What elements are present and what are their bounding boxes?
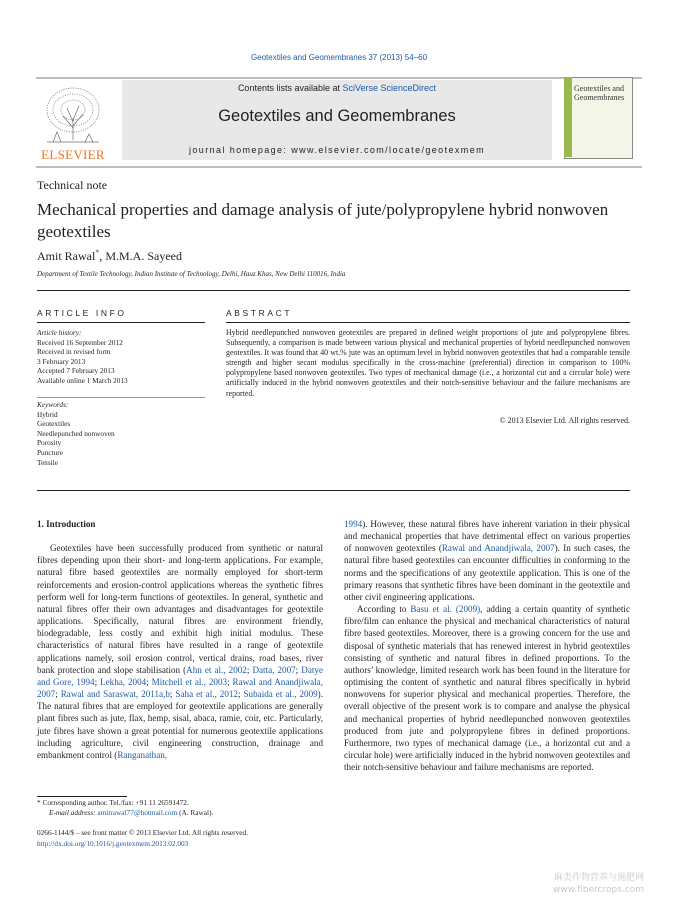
reference-link[interactable]: Ranganathan, (117, 749, 168, 760)
paragraph-text: ; (55, 689, 61, 700)
left-paragraphs (37, 542, 323, 761)
cover-stripe (564, 77, 572, 157)
paragraph-text: ; (146, 676, 152, 687)
author-list (37, 248, 182, 264)
journal-homepage[interactable]: journal homepage: www.elsevier.com/locate/geotexmem (188, 145, 485, 155)
paragraph-text: ; (237, 689, 244, 700)
reference-link[interactable]: Datye and Gore, 1994 (37, 664, 323, 687)
sciencedirect-link[interactable]: SciVerse ScienceDirect (342, 83, 437, 93)
divider (37, 322, 205, 323)
keyword: Puncture (37, 447, 63, 457)
paragraph-text: ). In such cases, the natural fibre based geotextiles can encounter difficulties in conforming to the norms and the specifications of any geotextile application. This is one of the primary reasons that synthetic fibres have been dominant in the geotextile and other civil engineering applications. (344, 543, 630, 602)
elsevier-wordmark: ELSEVIER (41, 147, 105, 162)
keyword: Hybrid (37, 409, 58, 419)
abstract-text: Hybrid needlepunched nonwoven geotextiles are prepared in defined weight proportions of jute and polypropylene fibres. Subsequently, a comparison is made between various physical and mechanical properties of hybrid needlepunched nonwoven geotextiles. It was found that 40 wt.% jute was an optimum level in hybrid nonwoven geotextiles that had a comparable tensile strength and higher secant modulus specifically in the cross-machine (preferential) direction in comparison to 100% polypropylene based nonwoven geotextiles. Two types of mechanical damage (i.e., a horizontal cut and a circular hole) were artificially induced in the hybrid nonwoven geotextiles and their notch-sensitive behaviour and the failure mechanisms are reported. (226, 328, 630, 398)
reference-link[interactable]: Basu et al. (2009) (410, 604, 481, 615)
watermark-line: www.fibercrops.com (553, 885, 644, 895)
keywords (37, 400, 205, 467)
paragraph-text: Geotextiles have been successfully produced from synthetic or natural fibres depending upon their short- and long-term applications. For example, natural fibre based geotextiles are normally employed for short-term reinforcements and erosion-control applications whereas the synthetic fibres perform well for long-term functions of geotextiles. In general, synthetic and natural fibres offer their own advantages and disadvantages for geotextile applications. Specifically, natural fibres are environment friendly, biodegradable, less costly and exhibit high initial modulus. These characteristics of natural fibres have resulted in a range of geotextile applications namely, soil erosion control, vertical drains, road bases, river bank protection and slope stabilisation ( (37, 543, 323, 675)
reference-link[interactable]: Saha et al., 2012 (175, 689, 238, 700)
paragraph-text: ). The natural fibres that are employed for geotextile applications are generally plant fibres such as jute, flax, hemp, sisal, abaca, ramie, coir, etc. Particularly, jute fibres have shown a great potential for numerous geotextile applications including agriculture, civil engineering construction, drainage and embankment control ( (37, 689, 323, 760)
article-type: Technical note (37, 178, 108, 192)
contents-prefix: Contents lists available at (237, 83, 343, 93)
paragraph-text: ; (169, 689, 176, 700)
watermark-line: 麻类作物营养与施肥网 (553, 873, 644, 883)
reference-link[interactable]: Lekha, 2004 (100, 676, 147, 687)
paragraph-text: ; (94, 676, 101, 687)
divider (37, 490, 630, 491)
corresponding-author-note: * Corresponding author. Tel./fax: +91 11 26591472. (37, 798, 189, 807)
author-separator: , (99, 249, 106, 263)
abstract-heading: ABSTRACT (226, 308, 293, 318)
body-column-right (344, 518, 630, 773)
reference-link[interactable]: Ahn et al., 2002 (186, 664, 247, 675)
author-name[interactable]: M.M.A. Sayeed (105, 249, 182, 263)
history-label: Article history: (37, 328, 82, 337)
history-item: Accepted 7 February 2013 (37, 366, 115, 376)
email-label: E-mail address: (49, 808, 98, 817)
cover-title: Geotextiles and Geomembranes (574, 84, 625, 102)
body-paragraph (344, 518, 630, 603)
reference-link[interactable]: Rawal and Anandjiwala, 2007 (441, 543, 555, 554)
email-link[interactable]: amitrawal77@hotmail.com (97, 808, 178, 817)
corresponding-mark[interactable]: * (95, 248, 100, 257)
journal-title: Geotextiles and Geomembranes (218, 107, 456, 125)
email-line (37, 808, 327, 818)
section-heading: 1. Introduction (37, 519, 96, 529)
affiliation: Department of Textile Technology, Indian Institute of Technology, Delhi, Hauz Khas, New Delhi 110016, India (37, 270, 346, 278)
history-item: Received in revised form (37, 347, 111, 357)
keyword: Needlepunched nonwoven (37, 428, 115, 438)
footnote (37, 798, 327, 818)
history-item: Received 16 September 2012 (37, 337, 123, 347)
paragraph-text: ; (227, 676, 233, 687)
journal-reference[interactable]: Geotextiles and Geomembranes 37 (2013) 54–60 (250, 53, 428, 62)
keyword: Geotextiles (37, 419, 71, 429)
paragraph-text: , adding a certain quantity of synthetic fibre/film can enhance the physical and mechanical characteristics of natural fibre based geotextiles. Moreover, there is a growing concern for the use and disposal of synthetic materials that has renewed interest in hybrid geotextiles consisting of synthetic and natural fibres in defined proportions. To the authors’ knowledge, limited research work has been found in the literature for optimising the content of synthetic and natural fibres specifically in hybrid nonwovens for superior physical and mechanical properties. Therefore, the overall objective of the present work is to compare and analyse the physical and mechanical properties of hybrid needlepunched nonwoven geotextiles produced from jute and polypropylene fibres in defined proportions. Furthermore, two types of mechanical damage (i.e., a horizontal cut and a circular hole) were artificially induced in the hybrid nonwoven geotextiles and their notch-sensitive behaviour and failure mechanisms are reported. (344, 604, 630, 773)
contents-availability (122, 83, 552, 93)
issn-line: 0266-1144/$ – see front matter © 2013 Elsevier Ltd. All rights reserved. (37, 828, 248, 837)
body-paragraph (344, 603, 630, 773)
footnote-rule (37, 796, 127, 797)
reference-link[interactable]: Subaida et al., 2009 (243, 689, 318, 700)
paragraph-text: ; (246, 664, 253, 675)
body-column-left (37, 518, 323, 761)
keywords-label: Keywords: (37, 400, 69, 409)
divider (37, 397, 205, 398)
history-item: Available online 1 March 2013 (37, 375, 128, 385)
paragraph-text: ; (295, 664, 302, 675)
keyword: Tensile (37, 457, 58, 467)
divider (226, 322, 630, 323)
abstract-copyright: © 2013 Elsevier Ltd. All rights reserved. (499, 416, 630, 425)
reference-link[interactable]: Mitchell et al., 2003 (151, 676, 228, 687)
divider (37, 290, 630, 291)
author-name[interactable]: Amit Rawal (37, 249, 96, 263)
article-info-heading: ARTICLE INFO (37, 308, 127, 318)
reference-link[interactable]: Datta, 2007 (252, 664, 296, 675)
site-watermark (553, 872, 644, 896)
front-matter (37, 827, 327, 849)
reference-link[interactable]: Rawal and Saraswat, 2011a,b (60, 689, 170, 700)
doi-link[interactable]: http://dx.doi.org/10.1016/j.geotexmem.2013.02.003 (37, 839, 189, 848)
article-title: Mechanical properties and damage analysis of jute/polypropylene hybrid nonwoven geotextiles (37, 200, 609, 241)
body-paragraph (37, 542, 323, 761)
paragraph-text: According to (357, 604, 411, 615)
history-item: 3 February 2013 (37, 356, 86, 366)
right-paragraphs (344, 518, 630, 773)
reference-link[interactable]: Rawal and Anandjiwala, 2007 (37, 676, 323, 700)
reference-link[interactable]: 1994 (344, 519, 363, 529)
article-history (37, 328, 205, 386)
paragraph-text: ). However, these natural fibres have inherent variation in their physical and mechanical properties that have detrimental effect on various properties of nonwoven geotextiles ( (344, 519, 630, 554)
keyword: Porosity (37, 438, 62, 448)
email-suffix: (A. Rawal). (177, 808, 214, 817)
